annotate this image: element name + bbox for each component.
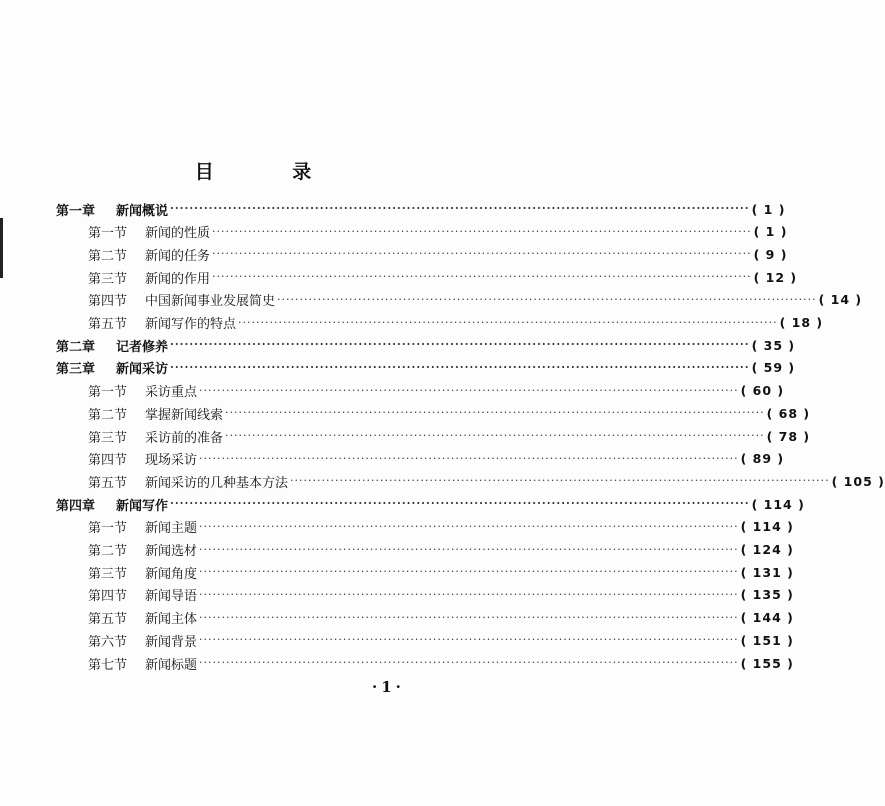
leader-dots: ························································································································ bbox=[170, 202, 750, 215]
toc-section-row bbox=[88, 607, 794, 629]
leader-dots: ························································································································ bbox=[199, 656, 739, 669]
page-ref: ( 151 ) bbox=[740, 632, 794, 648]
section-title: 新闻角度 bbox=[145, 566, 198, 582]
leader-dots: ························································································································ bbox=[277, 292, 817, 306]
section-title: 采访重点 bbox=[145, 385, 198, 401]
toc-section-row bbox=[88, 652, 794, 674]
chapter-number: 第二章 bbox=[56, 339, 96, 355]
leader-dots: ························································································································ bbox=[212, 270, 752, 284]
section-number: 第三节 bbox=[88, 566, 128, 582]
page-ref: ( 124 ) bbox=[740, 542, 794, 557]
page-number: ·1· bbox=[372, 678, 405, 696]
toc-section-row bbox=[88, 629, 794, 651]
section-number: 第一节 bbox=[88, 521, 128, 537]
section-number: 第四节 bbox=[88, 589, 128, 605]
leader-dots: ························································································································ bbox=[170, 497, 750, 511]
page-ref: ( 18 ) bbox=[779, 315, 824, 330]
toc-section-row bbox=[88, 289, 863, 311]
section-number: 第五节 bbox=[88, 475, 128, 491]
section-number: 第一节 bbox=[88, 385, 128, 401]
page-ref: ( 114 ) bbox=[740, 519, 794, 535]
toc-section-row bbox=[88, 266, 798, 288]
section-title: 中国新闻事业发展简史 bbox=[145, 294, 276, 310]
section-title: 掌握新闻线索 bbox=[145, 407, 224, 423]
section-title: 新闻主题 bbox=[145, 521, 198, 537]
toc-section-row bbox=[88, 425, 811, 447]
leader-dots: ························································································································ bbox=[199, 610, 739, 624]
toc-section-row bbox=[88, 402, 811, 424]
page-title: 目 录 bbox=[194, 161, 348, 183]
section-title: 新闻标题 bbox=[145, 657, 198, 673]
leader-dots: ························································································································ bbox=[225, 406, 765, 420]
toc-section-row bbox=[88, 312, 824, 334]
leader-dots: ························································································································ bbox=[199, 565, 739, 579]
page-ref: ( 78 ) bbox=[766, 428, 811, 444]
chapter-title: 新闻采访 bbox=[116, 362, 169, 378]
chapter-number: 第三章 bbox=[56, 362, 96, 378]
section-title: 新闻的性质 bbox=[145, 226, 211, 242]
section-number: 第三节 bbox=[88, 271, 128, 287]
leader-dots: ························································································································ bbox=[199, 633, 739, 647]
page-ref: ( 131 ) bbox=[740, 564, 794, 580]
toc-chapter-row bbox=[56, 357, 796, 379]
chapter-title: 记者修养 bbox=[116, 339, 169, 355]
page-ref: ( 135 ) bbox=[740, 587, 794, 603]
section-title: 新闻写作的特点 bbox=[145, 317, 237, 332]
chapter-title: 新闻概说 bbox=[116, 203, 169, 219]
toc-section-row bbox=[88, 561, 794, 583]
section-number: 第三节 bbox=[88, 430, 128, 446]
chapter-number: 第四章 bbox=[56, 498, 96, 514]
section-number: 第四节 bbox=[88, 453, 128, 469]
leader-dots: ························································································································ bbox=[238, 315, 778, 329]
section-number: 第二节 bbox=[88, 248, 128, 264]
toc-section-row bbox=[88, 516, 794, 538]
page-ref: ( 12 ) bbox=[753, 269, 798, 285]
page-ref: ( 105 ) bbox=[831, 473, 885, 489]
page-ref: ( 60 ) bbox=[740, 383, 785, 399]
chapter-title: 新闻写作 bbox=[116, 498, 169, 514]
page-ref: ( 1 ) bbox=[753, 224, 788, 240]
toc-section-row bbox=[88, 243, 788, 265]
section-number: 第五节 bbox=[88, 612, 128, 628]
leader-dots: ························································································································ bbox=[170, 360, 750, 374]
page-ref: ( 35 ) bbox=[751, 337, 796, 353]
page-ref: ( 14 ) bbox=[818, 292, 863, 308]
toc-chapter-row bbox=[56, 493, 805, 515]
section-title: 新闻的任务 bbox=[145, 248, 211, 264]
page-ref: ( 144 ) bbox=[740, 610, 794, 626]
page-ref: ( 114 ) bbox=[751, 496, 805, 512]
leader-dots: ························································································································ bbox=[199, 383, 739, 397]
page-ref: ( 59 ) bbox=[751, 360, 796, 376]
page-ref: ( 89 ) bbox=[740, 451, 785, 467]
toc-section-row bbox=[88, 221, 788, 243]
section-number: 第二节 bbox=[88, 407, 128, 423]
section-title: 新闻选材 bbox=[145, 544, 198, 559]
leader-dots: ························································································································ bbox=[212, 224, 752, 238]
section-title: 现场采访 bbox=[145, 453, 198, 469]
section-title: 采访前的准备 bbox=[145, 430, 224, 446]
leader-dots: ························································································································ bbox=[199, 519, 739, 533]
section-number: 第一节 bbox=[88, 226, 128, 242]
toc-section-row bbox=[88, 470, 885, 492]
page-ref: ( 68 ) bbox=[766, 405, 811, 421]
section-number: 第六节 bbox=[88, 634, 128, 650]
toc-chapter-row bbox=[56, 198, 786, 220]
section-number: 第七节 bbox=[88, 657, 128, 673]
section-title: 新闻的作用 bbox=[145, 271, 211, 287]
leader-dots: ························································································································ bbox=[212, 247, 752, 261]
toc-chapter-row bbox=[56, 334, 796, 356]
toc-section-row bbox=[88, 584, 794, 606]
section-title: 新闻导语 bbox=[145, 589, 198, 605]
page-ref: ( 9 ) bbox=[753, 246, 788, 262]
leader-dots: ························································································································ bbox=[290, 474, 830, 488]
page-ref: ( 1 ) bbox=[751, 201, 786, 217]
section-title: 新闻主体 bbox=[145, 612, 198, 628]
section-number: 第五节 bbox=[88, 317, 128, 332]
page-ref: ( 155 ) bbox=[740, 655, 794, 671]
section-title: 新闻背景 bbox=[145, 634, 198, 650]
leader-dots: ························································································································ bbox=[225, 429, 765, 442]
section-number: 第四节 bbox=[88, 294, 128, 310]
leader-dots: ························································································································ bbox=[199, 451, 739, 465]
leader-dots: ························································································································ bbox=[199, 542, 739, 556]
toc-section-row bbox=[88, 448, 785, 470]
section-number: 第二节 bbox=[88, 544, 128, 559]
toc-section-row bbox=[88, 380, 785, 402]
leader-dots: ························································································································ bbox=[170, 338, 750, 352]
leader-dots: ························································································································ bbox=[199, 587, 739, 601]
chapter-number: 第一章 bbox=[56, 203, 96, 219]
toc-section-row bbox=[88, 539, 794, 561]
scan-edge-mark bbox=[0, 218, 3, 278]
section-title: 新闻采访的几种基本方法 bbox=[145, 475, 289, 491]
